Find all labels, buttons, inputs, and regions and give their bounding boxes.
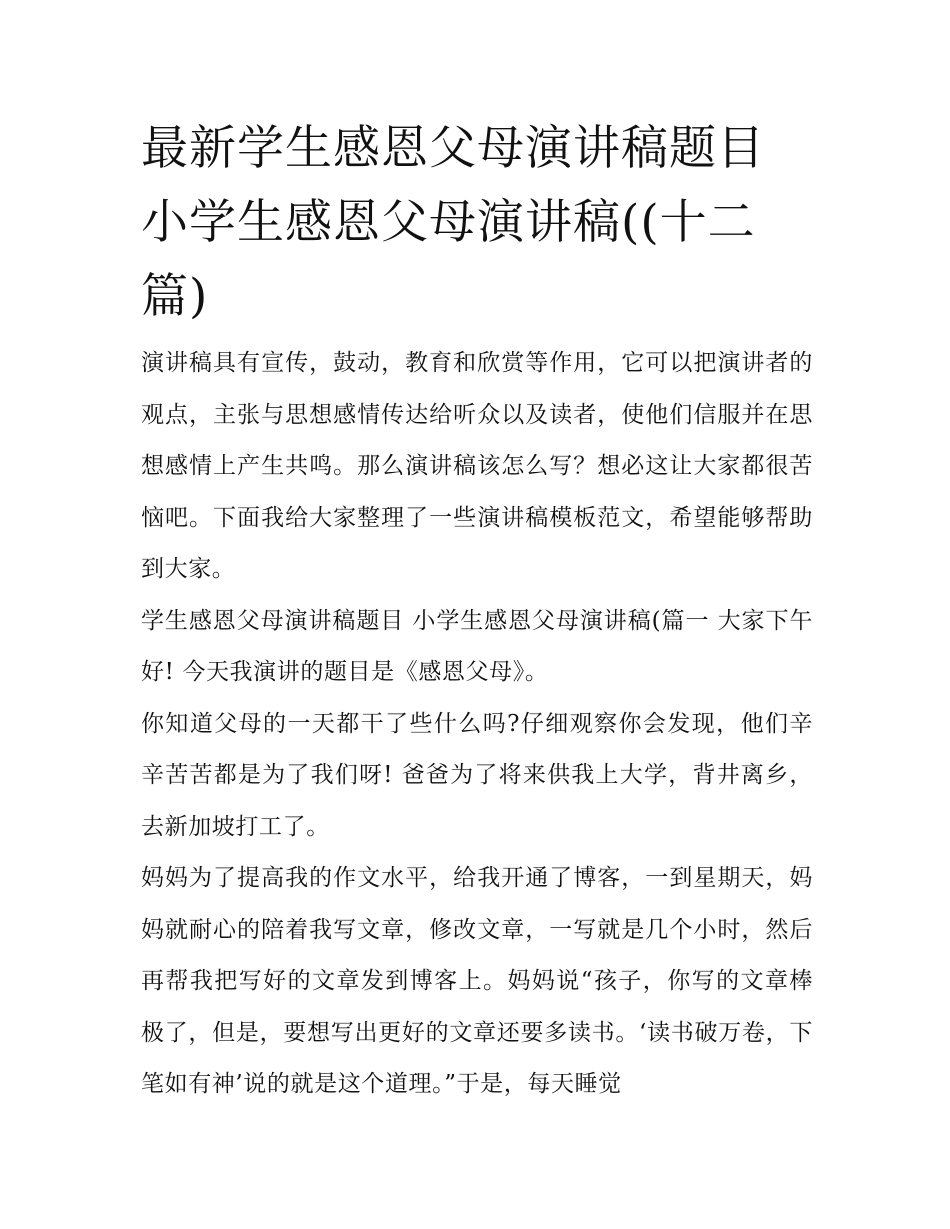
paragraph-mother: 妈妈为了提高我的作文水平，给我开通了博客，一到星期天，妈妈就耐心的陪着我写文章，修改文章，一写就是几个小时，然后再帮我把写好的文章发到博客上。妈妈说“孩子，你写的文章棒极了，但是，要想写出更好的文章还要多读书。‘读书破万卷，下笔如有神’说的就是这个道理。”于是，每天睡觉 xyxy=(141,865,813,1097)
paragraph-intro: 演讲稿具有宣传，鼓动，教育和欣赏等作用，它可以把演讲者的观点，主张与思想感情传达给听众以及读者，使他们信服并在思想感情上产生共鸣。那么演讲稿该怎么写？想必这让大家都很苦恼吧。下面我给大家整理了一些演讲稿模板范文，希望能够帮助到大家。 xyxy=(141,350,813,582)
paragraph-father: 你知道父母的一天都干了些什么吗?仔细观察你会发现，他们辛辛苦苦都是为了我们呀! 爸爸为了将来供我上大学，背井离乡，去新加坡打工了。 xyxy=(141,710,813,840)
document-body xyxy=(141,338,813,1111)
document-page xyxy=(141,112,813,1111)
paragraph-speech-opening: 学生感恩父母演讲稿题目 小学生感恩父母演讲稿(篇一 大家下午好! 今天我演讲的题目是《感恩父母》。 xyxy=(141,607,813,685)
document-title: 最新学生感恩父母演讲稿题目 小学生感恩父母演讲稿((十二篇) xyxy=(141,121,765,324)
